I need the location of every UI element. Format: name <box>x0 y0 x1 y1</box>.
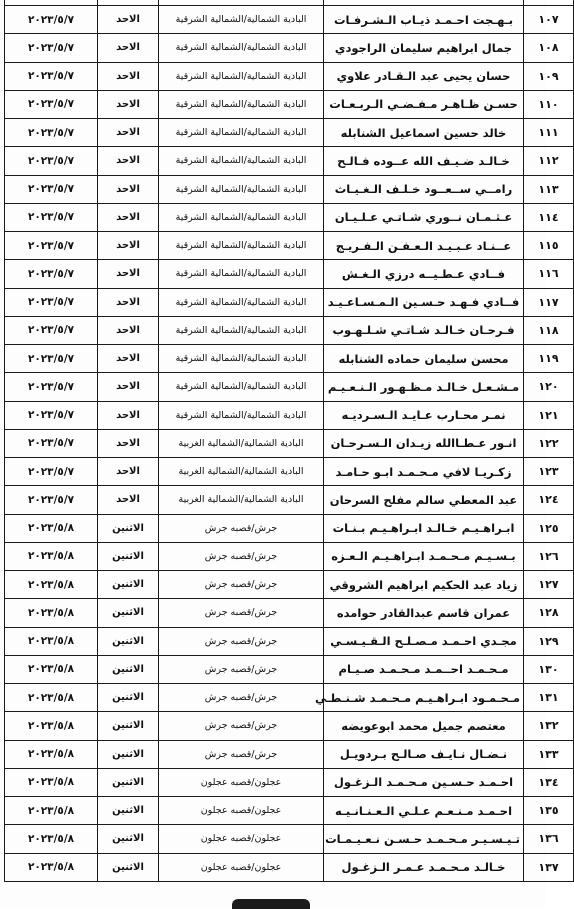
directorate-cell: البادية الشمالية/الشمالية الشرقية <box>159 232 324 260</box>
date-cell: ٢٠٢٣/٥/٧ <box>5 429 98 457</box>
date-cell: ٢٠٢٣/٥/٧ <box>5 401 98 429</box>
directorate-cell: جرش/قصبه جرش <box>159 655 324 683</box>
row-number-cell: ١٢٢ <box>524 429 574 457</box>
date-cell: ٢٠٢٣/٥/٨ <box>5 655 98 683</box>
day-of-week-cell: الاثنين <box>98 797 159 825</box>
date-cell: ٢٠٢٣/٥/٨ <box>5 627 98 655</box>
row-number-cell: ١٢٧ <box>524 571 574 599</box>
person-name-cell: عبد المعطي سالم مفلح السرحان <box>324 486 524 514</box>
person-name-cell: عمران قاسم عبدالقادر حوامده <box>324 599 524 627</box>
directorate-cell: البادية الشمالية/الشمالية الغربية <box>159 458 324 486</box>
date-cell: ٢٠٢٣/٥/٧ <box>5 147 98 175</box>
day-of-week-cell: الاحد <box>98 62 159 90</box>
directorate-cell: البادية الشمالية/الشمالية الشرقية <box>159 34 324 62</box>
table-row <box>5 175 574 203</box>
table-row <box>5 316 574 344</box>
directorate-cell: جرش/قصبه جرش <box>159 740 324 768</box>
date-cell: ٢٠٢٣/٥/٨ <box>5 542 98 570</box>
date-cell: ٢٠٢٣/٥/٧ <box>5 203 98 231</box>
day-of-week-cell: الاثنين <box>98 627 159 655</box>
person-name-cell: محسن سليمان حماده الشنابله <box>324 345 524 373</box>
person-name-cell: خـالـد مـحـمـد عـمـر الـزغـول <box>324 853 524 881</box>
row-number-cell: ١٠٩ <box>524 62 574 90</box>
date-cell: ٢٠٢٣/٥/٧ <box>5 175 98 203</box>
person-name-cell: زكـريـا لافي مـحـمـد ابـو حـامـد <box>324 458 524 486</box>
table-body <box>5 0 574 881</box>
day-of-week-cell: الاحد <box>98 6 159 34</box>
table-row <box>5 232 574 260</box>
table-row <box>5 712 574 740</box>
person-name-cell: انـور عـطـاالله زيـدان الـسـرحـان <box>324 429 524 457</box>
directorate-cell: جرش/قصبه جرش <box>159 684 324 712</box>
day-of-week-cell: الاحد <box>98 90 159 118</box>
person-name-cell: حسـن ظـاهـر مـفـضـي الـربـعـات <box>324 90 524 118</box>
table-row <box>5 288 574 316</box>
person-name-cell: مـحـمـود ابـراهـيـم مـحـمـد شـنـطـي <box>324 684 524 712</box>
row-number-cell: ١٣٧ <box>524 853 574 881</box>
person-name-cell: فـرحـان خـالـد شـاتـي شـلـهـوب <box>324 316 524 344</box>
person-name-cell: خالد حسين اسماعيل الشنابله <box>324 119 524 147</box>
date-cell: ٢٠٢٣/٥/٧ <box>5 6 98 34</box>
row-number-cell: ١١٩ <box>524 345 574 373</box>
directorate-cell: البادية الشمالية/الشمالية الشرقية <box>159 401 324 429</box>
date-cell: ٢٠٢٣/٥/٨ <box>5 571 98 599</box>
day-of-week-cell: الاثنين <box>98 853 159 881</box>
day-of-week-cell: الاحد <box>98 486 159 514</box>
table-row <box>5 797 574 825</box>
date-cell: ٢٠٢٣/٥/٧ <box>5 232 98 260</box>
day-of-week-cell: الاثنين <box>98 514 159 542</box>
day-of-week-cell: الاحد <box>98 458 159 486</box>
row-number-cell: ١١٦ <box>524 260 574 288</box>
directorate-cell: البادية الشمالية/الشمالية الشرقية <box>159 175 324 203</box>
table-row <box>5 119 574 147</box>
day-of-week-cell: الاحد <box>98 203 159 231</box>
day-of-week-cell: الاحد <box>98 232 159 260</box>
date-cell: ٢٠٢٣/٥/٧ <box>5 486 98 514</box>
table-row <box>5 429 574 457</box>
person-name-cell: بـسـيـم مـحـمـد ابـراهـيـم الـعـزه <box>324 542 524 570</box>
directorate-cell: البادية الشمالية/الشمالية الغربية <box>159 429 324 457</box>
table-row <box>5 740 574 768</box>
directorate-cell: البادية الشمالية/الشمالية الشرقية <box>159 203 324 231</box>
date-cell: ٢٠٢٣/٥/٧ <box>5 458 98 486</box>
table-row <box>5 486 574 514</box>
person-name-cell: نمـر محـارب عـايـد الـسـرديـه <box>324 401 524 429</box>
day-of-week-cell: الاثنين <box>98 712 159 740</box>
day-of-week-cell: الاحد <box>98 316 159 344</box>
date-cell: ٢٠٢٣/٥/٧ <box>5 119 98 147</box>
date-cell: ٢٠٢٣/٥/٧ <box>5 260 98 288</box>
person-name-cell: فــادي عـطـيــه درزي الـغـش <box>324 260 524 288</box>
day-of-week-cell: الاثنين <box>98 655 159 683</box>
date-cell: ٢٠٢٣/٥/٨ <box>5 797 98 825</box>
person-name-cell: رامــي ســعــود خـلـف الـغـيـاث <box>324 175 524 203</box>
table-row <box>5 542 574 570</box>
person-name-cell: زياد عبد الحكيم ابراهيم الشروقي <box>324 571 524 599</box>
date-cell: ٢٠٢٣/٥/٨ <box>5 768 98 796</box>
table-row <box>5 599 574 627</box>
row-number-cell: ١١٠ <box>524 90 574 118</box>
directorate-cell: البادية الشمالية/الشمالية الغربية <box>159 486 324 514</box>
row-number-cell: ١١٢ <box>524 147 574 175</box>
person-name-cell: مـشـعـل خـالـد مـظـهـور الـنـعـيـم <box>324 373 524 401</box>
row-number-cell: ١٢٩ <box>524 627 574 655</box>
row-number-cell: ١٠٨ <box>524 34 574 62</box>
table-row <box>5 514 574 542</box>
day-of-week-cell: الاثنين <box>98 768 159 796</box>
row-number-cell: ١٢٥ <box>524 514 574 542</box>
directorate-cell: عجلون/قصبه عجلون <box>159 825 324 853</box>
row-number-cell: ١٣٠ <box>524 655 574 683</box>
row-number-cell: ١١٨ <box>524 316 574 344</box>
person-name-cell: احـمـد مـنـعـم عـلـي الـعـنـانـيـه <box>324 797 524 825</box>
directorate-cell: جرش/قصبه جرش <box>159 627 324 655</box>
directorate-cell: البادية الشمالية/الشمالية الشرقية <box>159 345 324 373</box>
date-cell: ٢٠٢٣/٥/٧ <box>5 90 98 118</box>
table-row <box>5 684 574 712</box>
day-of-week-cell: الاثنين <box>98 542 159 570</box>
person-name-cell: فــادي فـهـد حـسـين الـمـسـاعـيـد <box>324 288 524 316</box>
directorate-cell: عجلون/قصبه عجلون <box>159 853 324 881</box>
directorate-cell: البادية الشمالية/الشمالية الشرقية <box>159 373 324 401</box>
person-name-cell: مـحـمـد احــمـد مـحـمـد صـيـام <box>324 655 524 683</box>
names-table <box>4 0 574 882</box>
person-name-cell: عــنـاد عـبـيـد الـعـفـن الـفـريـج <box>324 232 524 260</box>
date-cell: ٢٠٢٣/٥/٨ <box>5 825 98 853</box>
person-name-cell: معتصم جميل محمد ابوعويضه <box>324 712 524 740</box>
row-number-cell: ١٣٣ <box>524 740 574 768</box>
directorate-cell: جرش/قصبه جرش <box>159 542 324 570</box>
day-of-week-cell: الاحد <box>98 373 159 401</box>
date-cell: ٢٠٢٣/٥/٧ <box>5 62 98 90</box>
directorate-cell: البادية الشمالية/الشمالية الشرقية <box>159 90 324 118</box>
directorate-cell: البادية الشمالية/الشمالية الشرقية <box>159 288 324 316</box>
row-number-cell: ١٢٣ <box>524 458 574 486</box>
day-of-week-cell: الاحد <box>98 345 159 373</box>
row-number-cell: ١١٣ <box>524 175 574 203</box>
date-cell: ٢٠٢٣/٥/٨ <box>5 853 98 881</box>
person-name-cell: بـهـجت احـمـد ذيـاب الـشـرفـات <box>324 6 524 34</box>
row-number-cell: ١٣٢ <box>524 712 574 740</box>
page-scroll-handle[interactable] <box>232 899 310 909</box>
row-number-cell: ١١٥ <box>524 232 574 260</box>
table-row <box>5 345 574 373</box>
day-of-week-cell: الاحد <box>98 147 159 175</box>
table-row <box>5 260 574 288</box>
day-of-week-cell: الاحد <box>98 288 159 316</box>
day-of-week-cell: الاحد <box>98 34 159 62</box>
date-cell: ٢٠٢٣/٥/٨ <box>5 712 98 740</box>
table-row <box>5 458 574 486</box>
person-name-cell: خـالـد ضـيـف الله عــوده فـالـح <box>324 147 524 175</box>
table-row <box>5 571 574 599</box>
day-of-week-cell: الاثنين <box>98 825 159 853</box>
row-number-cell: ١١١ <box>524 119 574 147</box>
date-cell: ٢٠٢٣/٥/٧ <box>5 345 98 373</box>
date-cell: ٢٠٢٣/٥/٨ <box>5 740 98 768</box>
person-name-cell: تـيـسـيـر مـحـمـد حـسـن نـعـيـمـات <box>324 825 524 853</box>
row-number-cell: ١١٤ <box>524 203 574 231</box>
table-row <box>5 768 574 796</box>
day-of-week-cell: الاثنين <box>98 599 159 627</box>
person-name-cell: ابـراهـيـم خـالـد ابـراهـيـم بـنـات <box>324 514 524 542</box>
directorate-cell: جرش/قصبه جرش <box>159 571 324 599</box>
date-cell: ٢٠٢٣/٥/٨ <box>5 684 98 712</box>
day-of-week-cell: الاحد <box>98 260 159 288</box>
date-cell: ٢٠٢٣/٥/٧ <box>5 373 98 401</box>
directorate-cell: عجلون/قصبه عجلون <box>159 797 324 825</box>
day-of-week-cell: الاحد <box>98 175 159 203</box>
table-row <box>5 373 574 401</box>
date-cell: ٢٠٢٣/٥/٨ <box>5 599 98 627</box>
directorate-cell: البادية الشمالية/الشمالية الشرقية <box>159 62 324 90</box>
directorate-cell: جرش/قصبه جرش <box>159 514 324 542</box>
row-number-cell: ١٢٠ <box>524 373 574 401</box>
row-number-cell: ١٣٥ <box>524 797 574 825</box>
row-number-cell: ١٣٦ <box>524 825 574 853</box>
person-name-cell: مجـدي احـمـد مـصـلـح الـقـيـسـي <box>324 627 524 655</box>
directorate-cell: البادية الشمالية/الشمالية الشرقية <box>159 6 324 34</box>
person-name-cell: حسان يحيى عبد الـقـادر علاوي <box>324 62 524 90</box>
row-number-cell: ١٢٨ <box>524 599 574 627</box>
day-of-week-cell: الاحد <box>98 119 159 147</box>
directorate-cell: جرش/قصبه جرش <box>159 599 324 627</box>
row-number-cell: ١٠٧ <box>524 6 574 34</box>
day-of-week-cell: الاثنين <box>98 740 159 768</box>
table-row <box>5 853 574 881</box>
date-cell: ٢٠٢٣/٥/٧ <box>5 34 98 62</box>
row-number-cell: ١٣٤ <box>524 768 574 796</box>
day-of-week-cell: الاحد <box>98 429 159 457</box>
day-of-week-cell: الاحد <box>98 401 159 429</box>
directorate-cell: عجلون/قصبه عجلون <box>159 768 324 796</box>
row-number-cell: ١٢٤ <box>524 486 574 514</box>
date-cell: ٢٠٢٣/٥/٧ <box>5 316 98 344</box>
person-name-cell: جمال ابراهيم سليمان الراجودي <box>324 34 524 62</box>
row-number-cell: ١٢١ <box>524 401 574 429</box>
table-row <box>5 6 574 34</box>
table-row <box>5 147 574 175</box>
day-of-week-cell: الاثنين <box>98 571 159 599</box>
table-row <box>5 401 574 429</box>
row-number-cell: ١٣١ <box>524 684 574 712</box>
date-cell: ٢٠٢٣/٥/٧ <box>5 288 98 316</box>
day-of-week-cell: الاثنين <box>98 684 159 712</box>
directorate-cell: البادية الشمالية/الشمالية الشرقية <box>159 119 324 147</box>
directorate-cell: البادية الشمالية/الشمالية الشرقية <box>159 260 324 288</box>
row-number-cell: ١١٧ <box>524 288 574 316</box>
directorate-cell: جرش/قصبه جرش <box>159 712 324 740</box>
date-cell: ٢٠٢٣/٥/٨ <box>5 514 98 542</box>
person-name-cell: احـمـد حـسـين مـحـمـد الـزغـول <box>324 768 524 796</box>
table-row <box>5 825 574 853</box>
table-row <box>5 90 574 118</box>
person-name-cell: عـثـمـان نــوري شـاتـي عـلـيـان <box>324 203 524 231</box>
table-row <box>5 627 574 655</box>
directorate-cell: البادية الشمالية/الشمالية الشرقية <box>159 147 324 175</box>
table-row <box>5 34 574 62</box>
row-number-cell: ١٢٦ <box>524 542 574 570</box>
table-row <box>5 62 574 90</box>
directorate-cell: البادية الشمالية/الشمالية الشرقية <box>159 316 324 344</box>
person-name-cell: نـضـال نـايـف صـالـح بـردويـل <box>324 740 524 768</box>
table-row <box>5 655 574 683</box>
table-row <box>5 203 574 231</box>
